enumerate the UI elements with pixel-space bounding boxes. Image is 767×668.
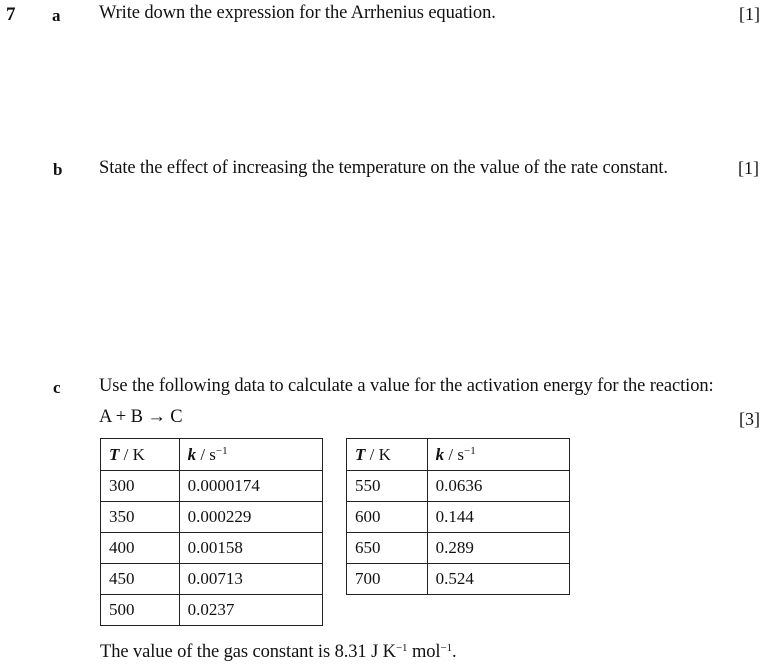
table-row <box>347 564 570 595</box>
table-row <box>347 533 570 564</box>
temperature-header: T / K <box>347 439 428 471</box>
table-row <box>101 502 323 533</box>
rate-constant-cell: 0.524 <box>427 564 569 595</box>
rate-constant-cell: 0.0237 <box>179 595 322 626</box>
part-c-marks: [3] <box>739 409 760 429</box>
gas-constant-statement: The value of the gas constant is 8.31 J $K^{-1}$ mol$^{-1}$. <box>100 642 457 662</box>
temperature-cell: 400 <box>101 533 180 564</box>
part-b-marks: [1] <box>738 158 759 178</box>
temperature-cell: 700 <box>347 564 428 595</box>
table-row <box>101 533 323 564</box>
part-c-label: c <box>53 378 61 397</box>
temperature-cell: 450 <box>101 564 180 595</box>
part-b-text: State the effect of increasing the temperature on the value of the rate constant. <box>99 158 668 178</box>
rate-constant-header: k / $s^{-1}$ <box>179 439 322 471</box>
part-a-label: a <box>52 6 61 25</box>
rate-constant-cell: 0.289 <box>427 533 569 564</box>
rate-constant-cell: 0.00158 <box>179 533 322 564</box>
temperature-cell: 350 <box>101 502 180 533</box>
rate-data-table-1 <box>100 438 323 626</box>
reaction-equation: A + B → C <box>99 407 183 427</box>
rate-constant-cell: 0.0000174 <box>179 471 322 502</box>
temperature-cell: 300 <box>101 471 180 502</box>
table-1-header-row <box>101 439 323 471</box>
table-row <box>347 502 570 533</box>
table-row <box>101 595 323 626</box>
table-row <box>347 471 570 502</box>
table-row <box>101 564 323 595</box>
rate-constant-header: k / $s^{-1}$ <box>427 439 569 471</box>
question-number: 7 <box>6 4 16 25</box>
rate-constant-cell: 0.000229 <box>179 502 322 533</box>
part-b-label: b <box>53 160 63 179</box>
part-c-text: Use the following data to calculate a value for the activation energy for the reaction: <box>99 376 714 396</box>
table-row <box>101 471 323 502</box>
temperature-header: T / K <box>101 439 180 471</box>
rate-constant-cell: 0.144 <box>427 502 569 533</box>
rate-data-table-2 <box>346 438 570 595</box>
rate-constant-cell: 0.00713 <box>179 564 322 595</box>
temperature-cell: 650 <box>347 533 428 564</box>
temperature-cell: 500 <box>101 595 180 626</box>
rate-constant-cell: 0.0636 <box>427 471 569 502</box>
table-2-header-row <box>347 439 570 471</box>
part-a-marks: [1] <box>739 4 760 24</box>
temperature-cell: 550 <box>347 471 428 502</box>
temperature-cell: 600 <box>347 502 428 533</box>
part-a-text: Write down the expression for the Arrhenius equation. <box>99 3 496 23</box>
